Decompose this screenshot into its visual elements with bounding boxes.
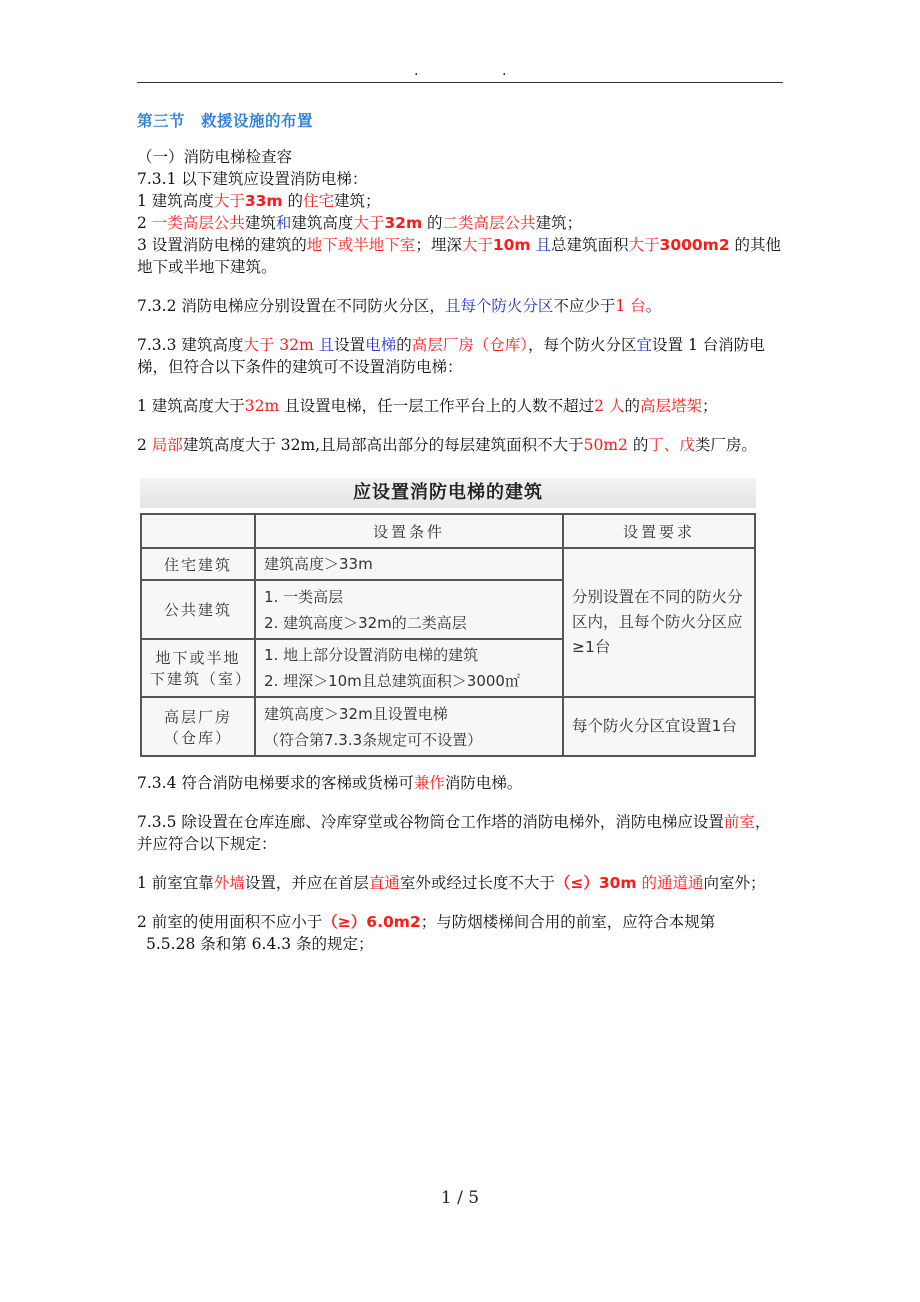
text-run: 1 建筑高度 bbox=[137, 192, 214, 210]
text-run: 的 bbox=[627, 436, 649, 454]
text-run: ，并应符合以下规定： bbox=[137, 813, 771, 853]
text-run: 建筑高度大于 32m,且局部高出部分的每层建筑面积不大于 bbox=[182, 436, 584, 454]
header-dot-right: . bbox=[502, 63, 507, 79]
text-run: 2 前室的使用面积不应小于 bbox=[137, 913, 323, 931]
highlight-value: 10m bbox=[492, 236, 531, 254]
page-number: 1 / 5 bbox=[440, 1188, 480, 1208]
clause-7-3-4 bbox=[137, 772, 785, 794]
text-run: 建筑； bbox=[334, 192, 381, 210]
text-run: 的 bbox=[422, 214, 443, 232]
type-line: （仓库） bbox=[163, 728, 232, 747]
highlight-text: 且每个防火分区 bbox=[444, 297, 554, 315]
highlight-text: 50m2 bbox=[583, 436, 628, 454]
clause-7-3-3-item-2 bbox=[137, 434, 785, 456]
highlight-text: 前室 bbox=[723, 813, 755, 831]
clause-7-3-5-item-1 bbox=[137, 872, 785, 894]
text-run: 消防电梯。 bbox=[444, 774, 523, 792]
condition-line: 2. 建筑高度＞32m的二类高层 bbox=[264, 613, 467, 632]
highlight-text: 且 bbox=[313, 336, 335, 354]
clause-7-3-1-item-2 bbox=[137, 212, 785, 234]
clause-7-3-5-item-2-cont: 5.5.28 条和第 6.4.3 条的规定； bbox=[146, 935, 374, 953]
table-row bbox=[141, 697, 755, 756]
highlight-text: 高层塔架 bbox=[639, 397, 702, 415]
highlight-text: 丁、戊 bbox=[648, 436, 695, 454]
highlight-text: 大于 32m bbox=[243, 336, 314, 354]
text-run: 1 前室宜靠 bbox=[137, 874, 214, 892]
condition-line: 2. 埋深＞10m且总建筑面积＞3000㎡ bbox=[264, 672, 520, 691]
text-run: 设置 1 台消防电梯，但符合以下条件的建筑可不设置消防电梯： bbox=[137, 336, 765, 376]
building-type-cell: 公共建筑 bbox=[141, 580, 255, 639]
highlight-text: 32m bbox=[244, 397, 280, 415]
text-run: 2 bbox=[137, 214, 152, 232]
highlight-text: 地下或半地下室 bbox=[306, 236, 416, 254]
text-run: 建筑 bbox=[244, 214, 276, 232]
table-header-row bbox=[141, 514, 755, 548]
clause-7-3-5 bbox=[137, 811, 785, 855]
text-run: 设置 bbox=[334, 336, 366, 354]
highlight-text: 局部 bbox=[151, 436, 183, 454]
type-line: 下建筑（室） bbox=[150, 670, 253, 689]
highlight-text: 大于 bbox=[461, 236, 493, 254]
text-run: 7.3.5 除设置在仓库连廊、冷库穿堂或谷物筒仓工作塔的消防电梯外，消防电梯应设置 bbox=[137, 813, 724, 831]
text-run: 类厂房。 bbox=[694, 436, 757, 454]
clause-7-3-1-item-1 bbox=[137, 190, 785, 212]
text-run: 建筑； bbox=[535, 214, 583, 232]
highlight-text: 二类高层公共 bbox=[442, 214, 536, 232]
condition-line: 1. 一类高层 bbox=[264, 587, 344, 606]
highlight-text: 大于 bbox=[628, 236, 660, 254]
requirements-table bbox=[140, 513, 756, 757]
text-run: 的其他地下或半地下建筑。 bbox=[137, 236, 782, 276]
condition-cell: 建筑高度＞33m bbox=[255, 548, 563, 580]
elevator-requirements-figure bbox=[140, 478, 756, 758]
condition-line: （符合第7.3.3条规定可不设置） bbox=[264, 730, 483, 749]
highlight-text: 电梯 bbox=[365, 336, 397, 354]
building-type-cell bbox=[141, 639, 255, 698]
highlight-text: 住宅 bbox=[302, 192, 334, 210]
building-type-cell bbox=[141, 697, 255, 756]
text-run: 设置，并应在首层 bbox=[244, 874, 369, 892]
highlight-text: 外墙 bbox=[213, 874, 245, 892]
clause-7-3-2 bbox=[137, 295, 785, 317]
highlight-text: 的通道通 bbox=[636, 874, 704, 892]
clause-7-3-1-item-3 bbox=[137, 234, 785, 278]
document-body bbox=[137, 110, 785, 456]
text-run: ；与防烟楼梯间合用的前室，应符合本规第 bbox=[420, 913, 716, 931]
condition-line: 建筑高度＞32m且设置电梯 bbox=[264, 704, 448, 723]
text-run: 3 设置消防电梯的建筑的 bbox=[137, 236, 307, 254]
text-run: 向室外； bbox=[703, 874, 766, 892]
section-title: 第三节 救援设施的布置 bbox=[137, 111, 314, 130]
clause-7-3-3 bbox=[137, 334, 785, 378]
text-run: 不应少于 bbox=[553, 297, 616, 315]
highlight-text: 1 台 bbox=[615, 297, 646, 315]
clause-7-3-5-item-2 bbox=[137, 911, 785, 933]
highlight-text: 兼作 bbox=[413, 774, 445, 792]
header-dots bbox=[0, 64, 920, 78]
text-run: ，每个防火分区 bbox=[527, 336, 637, 354]
type-line: 高层厂房 bbox=[163, 707, 232, 726]
highlight-text: 且 bbox=[530, 236, 552, 254]
highlight-text: 和 bbox=[275, 214, 292, 232]
highlight-text: 一类高层公共 bbox=[151, 214, 245, 232]
requirement-cell: 每个防火分区宜设置1台 bbox=[563, 697, 755, 756]
text-run: 建筑高度 bbox=[291, 214, 354, 232]
highlight-text: 2 人 bbox=[594, 397, 625, 415]
highlight-value: 32m bbox=[384, 214, 423, 232]
text-run: 的 bbox=[396, 336, 412, 354]
text-run: 室外或经过长度不大于 bbox=[399, 874, 555, 892]
text-run: 且设置电梯，任一层工作平台上的人数不超过 bbox=[279, 397, 595, 415]
text-run: 。 bbox=[645, 297, 662, 315]
condition-cell bbox=[255, 639, 563, 698]
text-run: 7.3.4 符合消防电梯要求的客梯或货梯可 bbox=[137, 774, 414, 792]
text-run: ； bbox=[701, 397, 718, 415]
text-run: 的 bbox=[624, 397, 640, 415]
table-header-cell: 设置条件 bbox=[255, 514, 563, 548]
condition-cell bbox=[255, 580, 563, 639]
highlight-text: 大于 bbox=[213, 192, 245, 210]
condition-line: 1. 地上部分设置消防电梯的建筑 bbox=[264, 646, 479, 665]
figure-title: 应设置消防电梯的建筑 bbox=[140, 478, 756, 508]
clause-7-3-3-item-1 bbox=[137, 395, 785, 417]
table-header-cell: 设置要求 bbox=[563, 514, 755, 548]
text-run: 总建筑面积 bbox=[551, 236, 629, 254]
type-line: 地下或半地 bbox=[155, 649, 241, 668]
highlight-value: （≥）6.0m2 bbox=[322, 913, 421, 931]
header-dot-left: . bbox=[414, 63, 419, 79]
building-type-cell: 住宅建筑 bbox=[141, 548, 255, 580]
highlight-value: 3000m2 bbox=[659, 236, 730, 254]
table-header-cell bbox=[141, 514, 255, 548]
condition-cell bbox=[255, 697, 563, 756]
highlight-text: 宜 bbox=[636, 336, 653, 354]
highlight-value: 33m bbox=[244, 192, 283, 210]
highlight-text: 直通 bbox=[368, 874, 400, 892]
text-run: 的 bbox=[282, 192, 303, 210]
text-run: 7.3.2 消防电梯应分别设置在不同防火分区， bbox=[137, 297, 445, 315]
text-run: ；埋深 bbox=[415, 236, 462, 254]
text-run: 2 bbox=[137, 436, 152, 454]
table-row bbox=[141, 548, 755, 580]
document-body-continued bbox=[137, 772, 785, 955]
highlight-text: 大于 bbox=[353, 214, 385, 232]
highlight-value: （≤）30m bbox=[554, 874, 637, 892]
clause-7-3-1-lead: 7.3.1 以下建筑应设置消防电梯： bbox=[137, 170, 368, 188]
text-run: 7.3.3 建筑高度 bbox=[137, 336, 244, 354]
sub-heading: （一）消防电梯检查容 bbox=[137, 148, 293, 166]
text-run: 1 建筑高度大于 bbox=[137, 397, 245, 415]
header-rule bbox=[137, 82, 783, 83]
highlight-text: 高层厂房（仓库） bbox=[411, 336, 528, 354]
requirement-cell: 分别设置在不同的防火分区内，且每个防火分区应≥1台 bbox=[563, 548, 755, 697]
